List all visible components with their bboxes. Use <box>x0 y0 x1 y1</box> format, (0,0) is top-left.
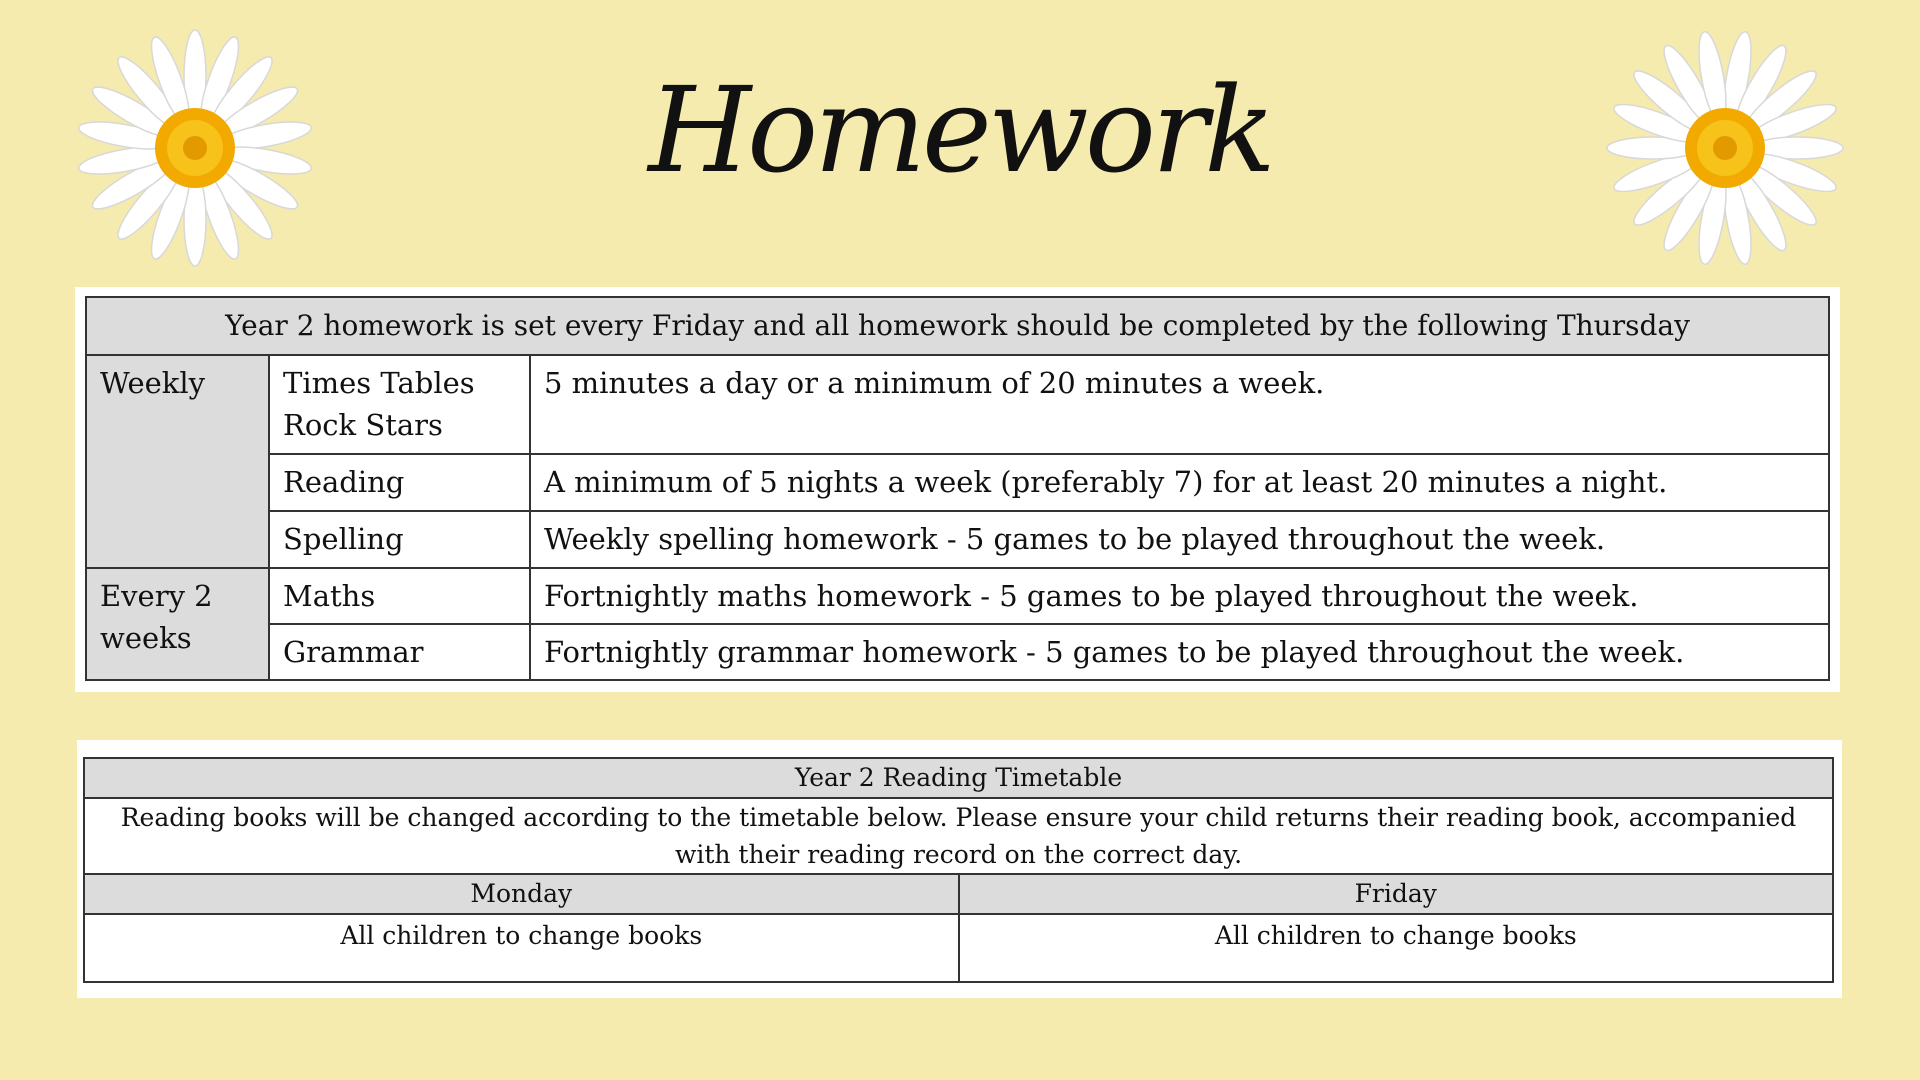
task-cell: Maths <box>269 568 530 624</box>
homework-table-header: Year 2 homework is set every Friday and all homework should be completed by the following Thursday <box>86 297 1829 355</box>
day-cell-monday: All children to change books <box>84 914 959 982</box>
daisy-left-image <box>75 28 315 268</box>
homework-table <box>85 296 1830 681</box>
reading-timetable-card <box>77 740 1842 998</box>
day-cell-friday: All children to change books <box>959 914 1834 982</box>
detail-cell: A minimum of 5 nights a week (preferably 7) for at least 20 minutes a night. <box>530 454 1829 511</box>
detail-cell: Weekly spelling homework - 5 games to be played throughout the week. <box>530 511 1829 568</box>
day-header-monday: Monday <box>84 874 959 914</box>
detail-cell: Fortnightly grammar homework - 5 games to be played throughout the week. <box>530 624 1829 680</box>
reading-timetable-header: Year 2 Reading Timetable <box>84 758 1833 798</box>
task-cell: Reading <box>269 454 530 511</box>
group-label-every-2-weeks: Every 2 weeks <box>86 568 269 680</box>
detail-cell: Fortnightly maths homework - 5 games to be played throughout the week. <box>530 568 1829 624</box>
daisy-right-image <box>1605 28 1845 268</box>
task-cell: Grammar <box>269 624 530 680</box>
page-title: Homework <box>648 61 1272 199</box>
homework-table-card <box>75 287 1840 692</box>
group-label-weekly: Weekly <box>86 355 269 568</box>
task-cell: Times Tables Rock Stars <box>269 355 530 454</box>
reading-timetable-note: Reading books will be changed according to the timetable below. Please ensure your child returns their reading book, accompanied with their reading record on the correct day. <box>84 798 1833 874</box>
reading-timetable-table <box>83 757 1834 983</box>
day-header-friday: Friday <box>959 874 1834 914</box>
task-cell: Spelling <box>269 511 530 568</box>
detail-cell: 5 minutes a day or a minimum of 20 minutes a week. <box>530 355 1829 454</box>
